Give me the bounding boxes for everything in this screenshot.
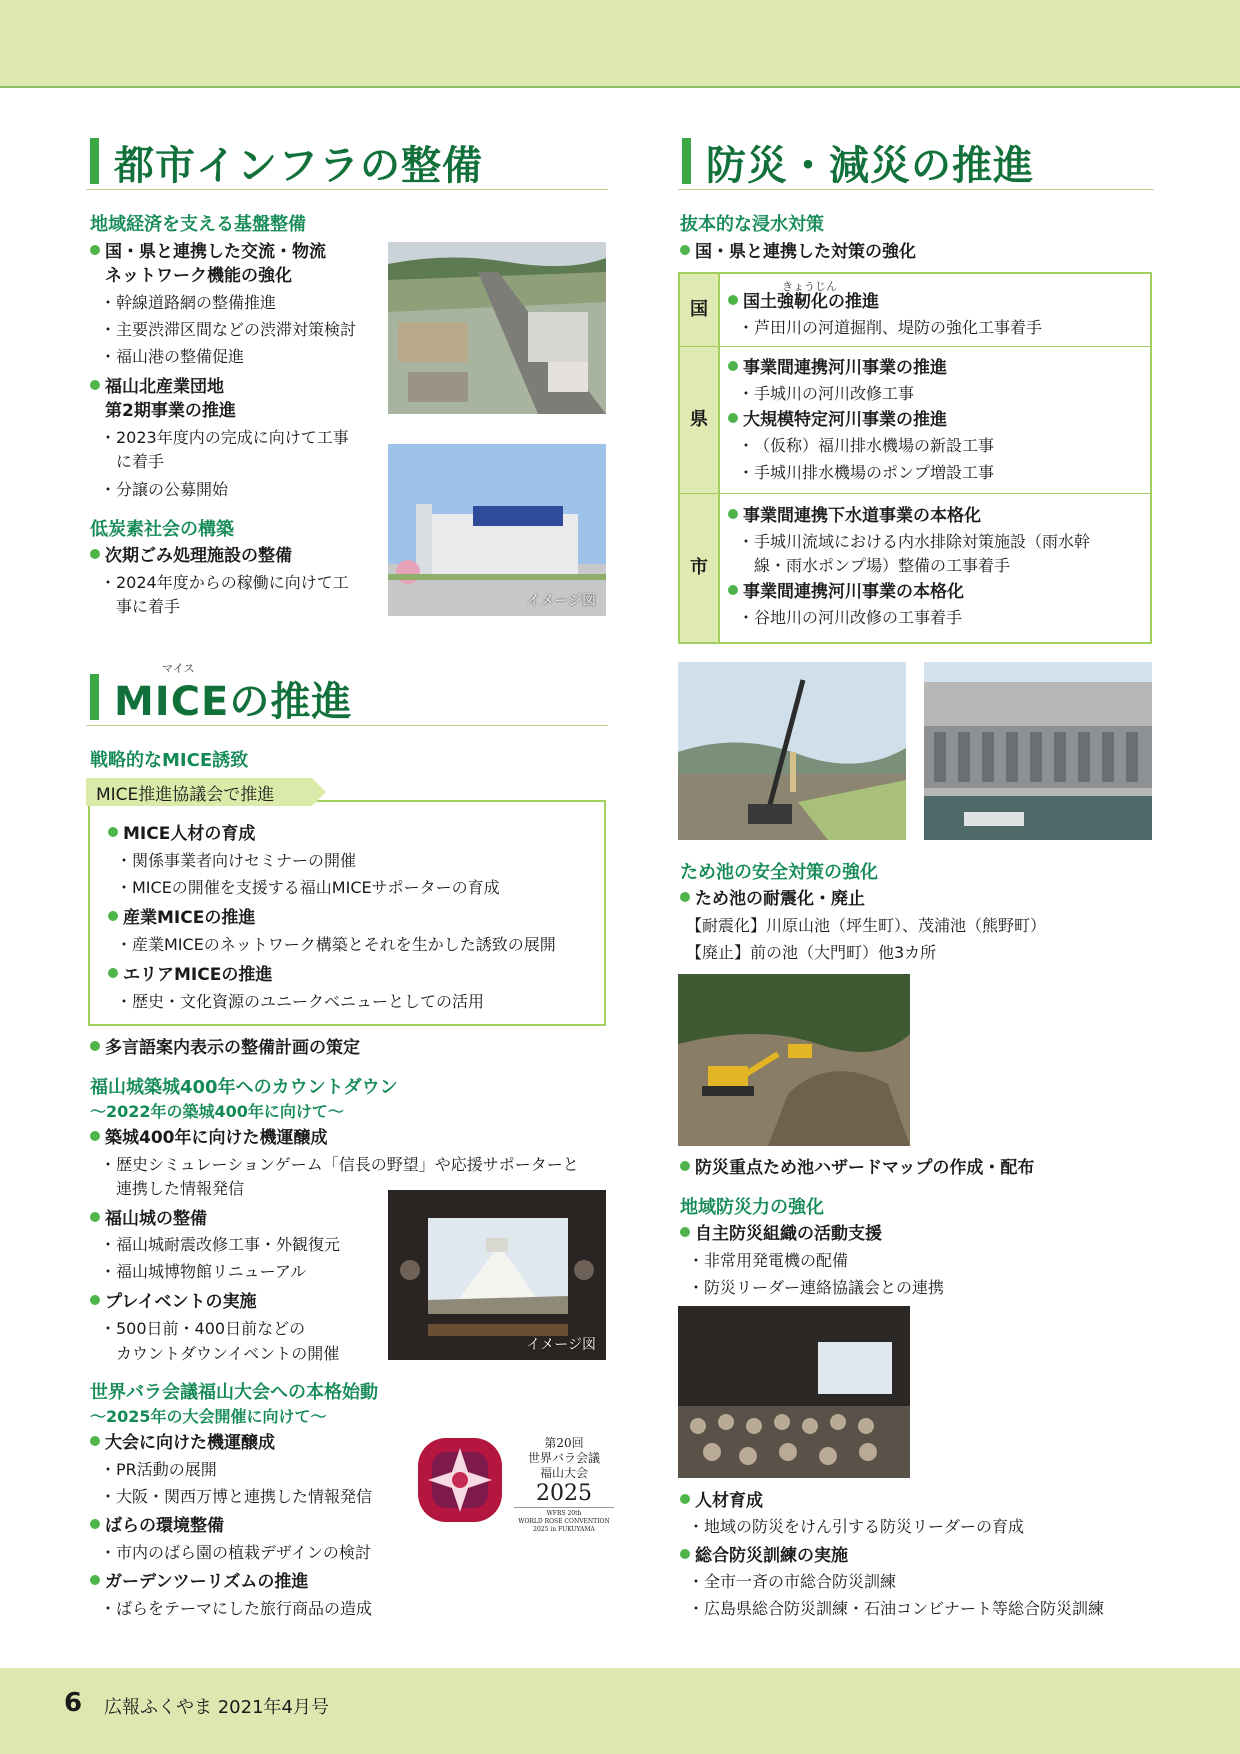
item-text: 手城川の河川改修工事: [754, 384, 915, 403]
castle-item: ・歴史シミュレーションゲーム「信長の野望」や応援サポーターと: [100, 1155, 579, 1174]
item-text: 手城川流域における内水排除対策施設（雨水幹: [754, 532, 1091, 551]
infra-sub2-heading: 低炭素社会の構築: [90, 519, 234, 540]
rose-b2: [90, 1514, 224, 1538]
bullet-text: 国・県と連携した対策の強化: [695, 242, 916, 262]
shi-b2: [728, 580, 964, 604]
mice-item: ・関係事業者向けセミナーの開催: [116, 851, 357, 870]
community-b2: [680, 1489, 763, 1513]
bullet-dot: [90, 1575, 100, 1585]
infra-b1-line1: 国・県と連携した交流・物流: [105, 242, 326, 262]
item-text: 防災リーダー連絡協議会との連携: [704, 1278, 945, 1297]
bullet-dot: [728, 509, 738, 519]
bullet-text: ばらの環境整備: [105, 1516, 224, 1536]
bullet-dot: [728, 413, 738, 423]
seminar-photo: [678, 1306, 910, 1478]
rose-logo-mark: [412, 1432, 508, 1528]
community-heading: 地域防災力の強化: [680, 1197, 824, 1218]
rose-heading: 世界バラ会議福山大会への本格始動: [90, 1382, 378, 1403]
rose-b1: [90, 1431, 275, 1455]
mice-ruby: マイス: [162, 662, 195, 675]
bullet-dot: [728, 361, 738, 371]
mice-label-text: MICE推進協議会で推進: [96, 785, 275, 805]
rose-logo-text: [514, 1436, 614, 1534]
item-text: 福山港の整備促進: [116, 347, 245, 366]
mice-section-title: [86, 670, 608, 726]
item-text: 市内のばら園の植栽デザインの検討: [116, 1543, 371, 1562]
infra-sub2-b1: [90, 544, 292, 568]
community-item: ・非常用発電機の配備: [688, 1251, 849, 1270]
castle-item-cont: カウントダウンイベントの開催: [116, 1344, 340, 1363]
logo-en: 2025 in FUKUYAMA: [533, 1526, 595, 1533]
bullet-dot: [728, 295, 738, 305]
mice-title-text: MICEの推進: [114, 679, 353, 725]
item-text: 幹線道路網の整備推進: [116, 293, 277, 312]
logo-en: WFRS 20th: [514, 1507, 614, 1518]
shi-item-cont: 線・雨水ポンプ場）整備の工事着手: [754, 556, 1011, 575]
aerial-road-photo: [388, 242, 606, 414]
mice-b1: [108, 822, 255, 846]
ken-b2: [728, 408, 947, 432]
mice-heading: 戦略的なMICE誘致: [90, 750, 249, 771]
item-text: 2024年度からの稼働に向けて工: [116, 573, 349, 592]
image-caption: イメージ図: [526, 593, 596, 609]
item-text: PR活動の展開: [116, 1460, 217, 1479]
bullet-text: 産業MICEの推進: [123, 908, 256, 928]
rose-item: ・ばらをテーマにした旅行商品の造成: [100, 1599, 373, 1618]
castle-item: ・福山城博物館リニューアル: [100, 1262, 307, 1281]
item-text: 分譲の公募開始: [116, 480, 229, 499]
infra-b1-item: ・幹線道路網の整備推進: [100, 293, 277, 312]
disaster-title-text: 防災・減災の推進: [706, 143, 1034, 189]
item-text: 芦田川の河道掘削、堤防の強化工事着手: [754, 318, 1043, 337]
infra-sub1-heading: 地域経済を支える基盤整備: [90, 214, 306, 235]
excavator-photo: [678, 974, 910, 1146]
castle-b2: [90, 1207, 207, 1231]
item-text: （仮称）福川排水機場の新設工事: [754, 436, 995, 455]
title-bar: [682, 138, 691, 184]
bullet-text: 大規模特定河川事業の推進: [743, 410, 947, 430]
tab-arrow: [312, 778, 326, 806]
infra-b1-line2: ネットワーク機能の強化: [105, 266, 292, 286]
item-text: 歴史シミュレーションゲーム「信長の野望」や応援サポーターと: [116, 1155, 579, 1174]
item-text: 主要渋滞区間などの渋滞対策検討: [116, 320, 357, 339]
bullet-text: プレイベントの実施: [105, 1292, 257, 1312]
logo-line: 福山大会: [539, 1466, 588, 1480]
bullet-dot: [108, 968, 118, 978]
community-item: ・地域の防災をけん引する防災リーダーの育成: [688, 1517, 1025, 1536]
shi-item: ・手城川流域における内水排除対策施設（雨水幹: [738, 532, 1091, 551]
infra-b1-item: ・福山港の整備促進: [100, 347, 245, 366]
castle-item-cont: 連携した情報発信: [116, 1179, 245, 1198]
pond-line: 【廃止】前の池（大門町）他3カ所: [686, 943, 937, 962]
item-text: 500日前・400日前などの: [116, 1319, 306, 1338]
table-label-ken: 県: [680, 347, 720, 493]
disaster-section-title: [678, 134, 1154, 190]
castle-museum-image: [388, 1190, 606, 1360]
community-b3: [680, 1544, 848, 1568]
bullet-dot: [90, 1295, 100, 1305]
bullet-dot: [90, 1436, 100, 1446]
infra-b2-item: ・分譲の公募開始: [100, 480, 229, 499]
bullet-text: 事業間連携河川事業の本格化: [743, 582, 964, 602]
pond-b1: [680, 887, 865, 911]
bullet-dot: [680, 245, 690, 255]
infra-b2-item-cont: に着手: [116, 452, 165, 471]
infra-section-title: [86, 134, 608, 190]
logo-line: 第20回: [544, 1436, 584, 1450]
bullet-text: 国土強靭化の推進: [743, 292, 879, 312]
table-divider: [680, 346, 1150, 347]
bullet-dot: [680, 1227, 690, 1237]
bullet-text: MICE人材の育成: [123, 824, 256, 844]
kuni-item: ・芦田川の河道掘削、堤防の強化工事着手: [738, 318, 1043, 337]
community-item: ・全市一斉の市総合防災訓練: [688, 1572, 897, 1591]
item-text: 歴史・文化資源のユニークベニューとしての活用: [132, 992, 485, 1011]
infra-b1-item: ・主要渋滞区間などの渋滞対策検討: [100, 320, 357, 339]
item-text: ばらをテーマにした旅行商品の造成: [116, 1599, 373, 1618]
bullet-dot: [90, 1041, 100, 1051]
ken-item: ・（仮称）福川排水機場の新設工事: [738, 436, 995, 455]
rose-b3: [90, 1570, 308, 1594]
facility-image: [388, 444, 606, 616]
mice-b2: [108, 906, 255, 930]
infra-b2-item: ・2023年度内の完成に向けて工事: [100, 428, 349, 447]
bullet-dot: [90, 1519, 100, 1529]
infra-b2-line1: 福山北産業団地: [105, 377, 224, 397]
mice-label-tab: [86, 778, 312, 806]
castle-item: ・500日前・400日前などの: [100, 1319, 306, 1338]
ken-item: ・手城川の河川改修工事: [738, 384, 915, 403]
bullet-text: 事業間連携下水道事業の本格化: [743, 506, 981, 526]
crane-photo: [678, 662, 906, 840]
pond-heading: ため池の安全対策の強化: [680, 862, 878, 883]
table-label-shi: 市: [680, 494, 720, 642]
mice-b3: [108, 963, 272, 987]
bullet-dot: [680, 1549, 690, 1559]
bullet-text: 多言語案内表示の整備計画の策定: [105, 1038, 360, 1058]
bullet-text: 築城400年に向けた機運醸成: [105, 1128, 328, 1148]
bullet-text: エリアMICEの推進: [123, 965, 273, 985]
table-label-kuni: 国: [680, 274, 720, 346]
item-text: 産業MICEのネットワーク構築とそれを生かした誘致の展開: [132, 935, 556, 954]
castle-b1: [90, 1126, 328, 1150]
item-text: 谷地川の河川改修の工事着手: [754, 608, 963, 627]
bullet-text: ため池の耐震化・廃止: [695, 889, 865, 909]
shi-item: ・谷地川の河川改修の工事着手: [738, 608, 963, 627]
bullet-text: 自主防災組織の活動支援: [695, 1224, 882, 1244]
bullet-dot: [90, 1131, 100, 1141]
community-item: ・広島県総合防災訓練・石油コンビナート等総合防災訓練: [688, 1599, 1105, 1618]
infra-title-text: 都市インフラの整備: [114, 143, 483, 189]
bullet-text: 次期ごみ処理施設の整備: [105, 546, 292, 566]
mice-item: ・MICEの開催を支援する福山MICEサポーターの育成: [116, 878, 500, 897]
item-text: 2023年度内の完成に向けて工事: [116, 428, 349, 447]
rose-subheading: ～2025年の大会開催に向けて～: [90, 1407, 327, 1426]
infra-b2-line2: 第2期事業の推進: [105, 401, 236, 421]
castle-b3: [90, 1290, 256, 1314]
community-b1: [680, 1222, 882, 1246]
item-text: 大阪・関西万博と連携した情報発信: [116, 1487, 373, 1506]
bullet-dot: [680, 892, 690, 902]
logo-en: WORLD ROSE CONVENTION: [518, 1518, 610, 1525]
rose-item: ・市内のばら園の植栽デザインの検討: [100, 1543, 371, 1562]
title-bar: [90, 674, 99, 720]
table-divider: [680, 493, 1150, 494]
item-text: 広島県総合防災訓練・石油コンビナート等総合防災訓練: [704, 1599, 1105, 1618]
infra-b2: [90, 375, 224, 399]
top-band: [0, 0, 1240, 88]
bullet-dot: [90, 380, 100, 390]
bullet-dot: [728, 585, 738, 595]
mice-item: ・歴史・文化資源のユニークベニューとしての活用: [116, 992, 485, 1011]
bullet-text: 事業間連携河川事業の推進: [743, 358, 947, 378]
community-item: ・防災リーダー連絡協議会との連携: [688, 1278, 945, 1297]
ken-item: ・手城川排水機場のポンプ増設工事: [738, 463, 995, 482]
castle-heading: 福山城築城400年へのカウントダウン: [90, 1077, 398, 1098]
item-text: 非常用発電機の配備: [704, 1251, 849, 1270]
title-bar: [90, 138, 99, 184]
publication-name: 広報ふくやま 2021年4月号: [104, 1697, 329, 1718]
bullet-text: 福山城の整備: [105, 1209, 207, 1229]
kuni-ruby: きょうじん: [782, 280, 837, 293]
ken-b1: [728, 356, 947, 380]
infra-sub2-item: ・2024年度からの稼働に向けて工: [100, 573, 349, 592]
item-text: 地域の防災をけん引する防災リーダーの育成: [704, 1517, 1025, 1536]
bullet-text: 人材育成: [695, 1491, 763, 1511]
flood-bullet: [680, 240, 916, 264]
infra-b1: [90, 240, 326, 264]
infra-sub2-item-cont: 事に着手: [116, 597, 181, 616]
logo-line: 世界バラ会議: [527, 1451, 600, 1465]
mice-item: ・産業MICEのネットワーク構築とそれを生かした誘致の展開: [116, 935, 556, 954]
bullet-dot: [680, 1161, 690, 1171]
pond-line: 【耐震化】川原山池（坪生町）、茂浦池（熊野町）: [686, 916, 1047, 935]
bullet-dot: [108, 827, 118, 837]
page-number: 6: [64, 1688, 83, 1718]
item-text: 福山城耐震改修工事・外観復元: [116, 1235, 341, 1254]
bullet-dot: [680, 1494, 690, 1504]
shi-b1: [728, 504, 981, 528]
bullet-text: ガーデンツーリズムの推進: [105, 1572, 309, 1592]
pump-station-photo: [924, 662, 1152, 840]
rose-item: ・PR活動の展開: [100, 1460, 217, 1479]
bullet-text: 総合防災訓練の実施: [695, 1546, 848, 1566]
item-text: 福山城博物館リニューアル: [116, 1262, 307, 1281]
bullet-dot: [90, 1212, 100, 1222]
image-caption: イメージ図: [526, 1337, 596, 1353]
bullet-text: 大会に向けた機運醸成: [105, 1433, 275, 1453]
pond-b2: [680, 1156, 1034, 1180]
flood-table: [678, 272, 1152, 644]
bullet-dot: [108, 911, 118, 921]
kuni-b1: [728, 290, 879, 314]
logo-year: 2025: [536, 1481, 592, 1506]
mice-b4: [90, 1036, 360, 1060]
bullet-dot: [90, 245, 100, 255]
rose-item: ・大阪・関西万博と連携した情報発信: [100, 1487, 373, 1506]
item-text: 関係事業者向けセミナーの開催: [132, 851, 357, 870]
castle-subheading: ～2022年の築城400年に向けて～: [90, 1102, 344, 1121]
flood-heading: 抜本的な浸水対策: [680, 214, 824, 235]
item-text: MICEの開催を支援する福山MICEサポーターの育成: [132, 878, 500, 897]
item-text: 全市一斉の市総合防災訓練: [704, 1572, 897, 1591]
castle-item: ・福山城耐震改修工事・外観復元: [100, 1235, 341, 1254]
item-text: 手城川排水機場のポンプ増設工事: [754, 463, 995, 482]
bullet-text: 防災重点ため池ハザードマップの作成・配布: [695, 1158, 1035, 1178]
bullet-dot: [90, 549, 100, 559]
